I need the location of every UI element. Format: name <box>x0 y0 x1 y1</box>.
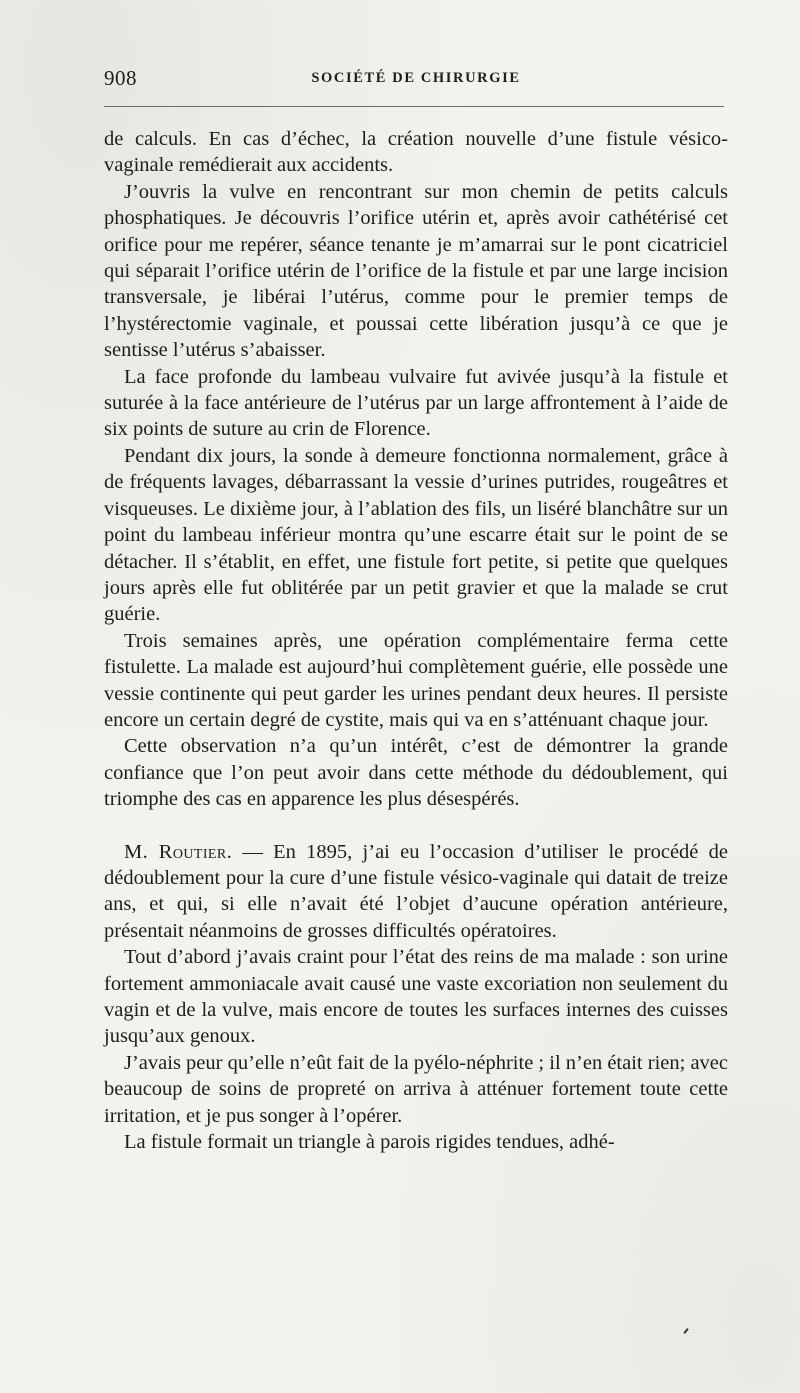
paragraph-truncated: La fistule formait un triangle à parois rigides tendues, adhé- <box>124 1131 615 1154</box>
paragraph: J’ouvris la vulve en rencontrant sur mon chemin de petits calculs phosphatiques. Je découvris l’orifice utérin et, après avoir cathétérisé cet orifice pour me repérer, séance tenante je m’amarrai sur le pont cicatriciel qui séparait l’orifice utérin de l’orifice de la fistule et par une large incision transversale, je libérai l’utérus, comme pour le premier temps de l’hystérectomie vaginale, et poussai cette libération jusqu’à ce que je sentisse l’utérus s’abaisser. <box>104 180 728 362</box>
journal-title: SOCIÉTÉ DE CHIRURGIE <box>311 70 521 86</box>
paragraph: Cette observation n’a qu’un intérêt, c’est de démontrer la grande confiance que l’on peut avoir dans cette méthode du dédoublement, qui triomphe des cas en apparence les plus désespérés. <box>104 735 728 811</box>
paragraph: J’avais peur qu’elle n’eût fait de la pyélo-néphrite ; il n’en était rien; avec beaucoup de soins de propreté on arriva à atténuer fortement toute cette irritation, et je pus songer à l’opérer. <box>104 1051 728 1127</box>
page-number: 908 <box>104 66 137 90</box>
speaker-name: M. Routier. <box>124 840 233 863</box>
body-text <box>104 126 728 1155</box>
ink-speck <box>683 1328 688 1334</box>
running-head <box>104 66 728 96</box>
paragraph: Tout d’abord j’avais craint pour l’état des reins de ma malade : son urine fortement ammoniacale avait causé une vaste excoriation non seulement du vagin et de la vulve, mais encore de toutes les surfaces internes des cuisses jusqu’aux genoux. <box>104 946 728 1048</box>
header-divider <box>104 106 724 107</box>
routier-opening: — En 1895, j’ai eu l’occasion d’utiliser le procédé de dédoublement pour la cure d’une fistule vésico-vaginale qui datait de treize ans, et qui, si elle n’avait été l’objet d’aucune opération antérieure, présentait néanmoins de grosses difficultés opératoires. <box>104 840 728 942</box>
paragraph: La face profonde du lambeau vulvaire fut avivée jusqu’à la fistule et suturée à la face antérieure de l’utérus par un large affrontement à l’aide de six points de suture au crin de Florence. <box>104 365 728 441</box>
paragraph: Pendant dix jours, la sonde à demeure fonctionna normalement, grâce à de fréquents lavages, débarrassant la vessie d’urines putrides, rougeâtres et visqueuses. Le dixième jour, à l’ablation des fils, un liséré blanchâtre sur un point du lambeau inférieur montra qu’une escarre était sur le point de se détacher. Il s’établit, en effet, une fistule fort petite, si petite que quelques jours après elle fut oblitérée par un petit gravier et que la malade se crut guérie. <box>104 444 728 626</box>
paragraph-continued: de calculs. En cas d’échec, la création nouvelle d’une fistule vésico-vaginale remédierait aux accidents. <box>104 128 728 177</box>
paragraph: Trois semaines après, une opération complémentaire ferma cette fistulette. La malade est aujourd’hui complètement guérie, elle possède une vessie continente qui peut garder les urines pendant deux heures. Il persiste encore un certain degré de cystite, mais qui va en s’atténuant chaque jour. <box>104 629 728 731</box>
routier-intervention <box>104 839 728 945</box>
